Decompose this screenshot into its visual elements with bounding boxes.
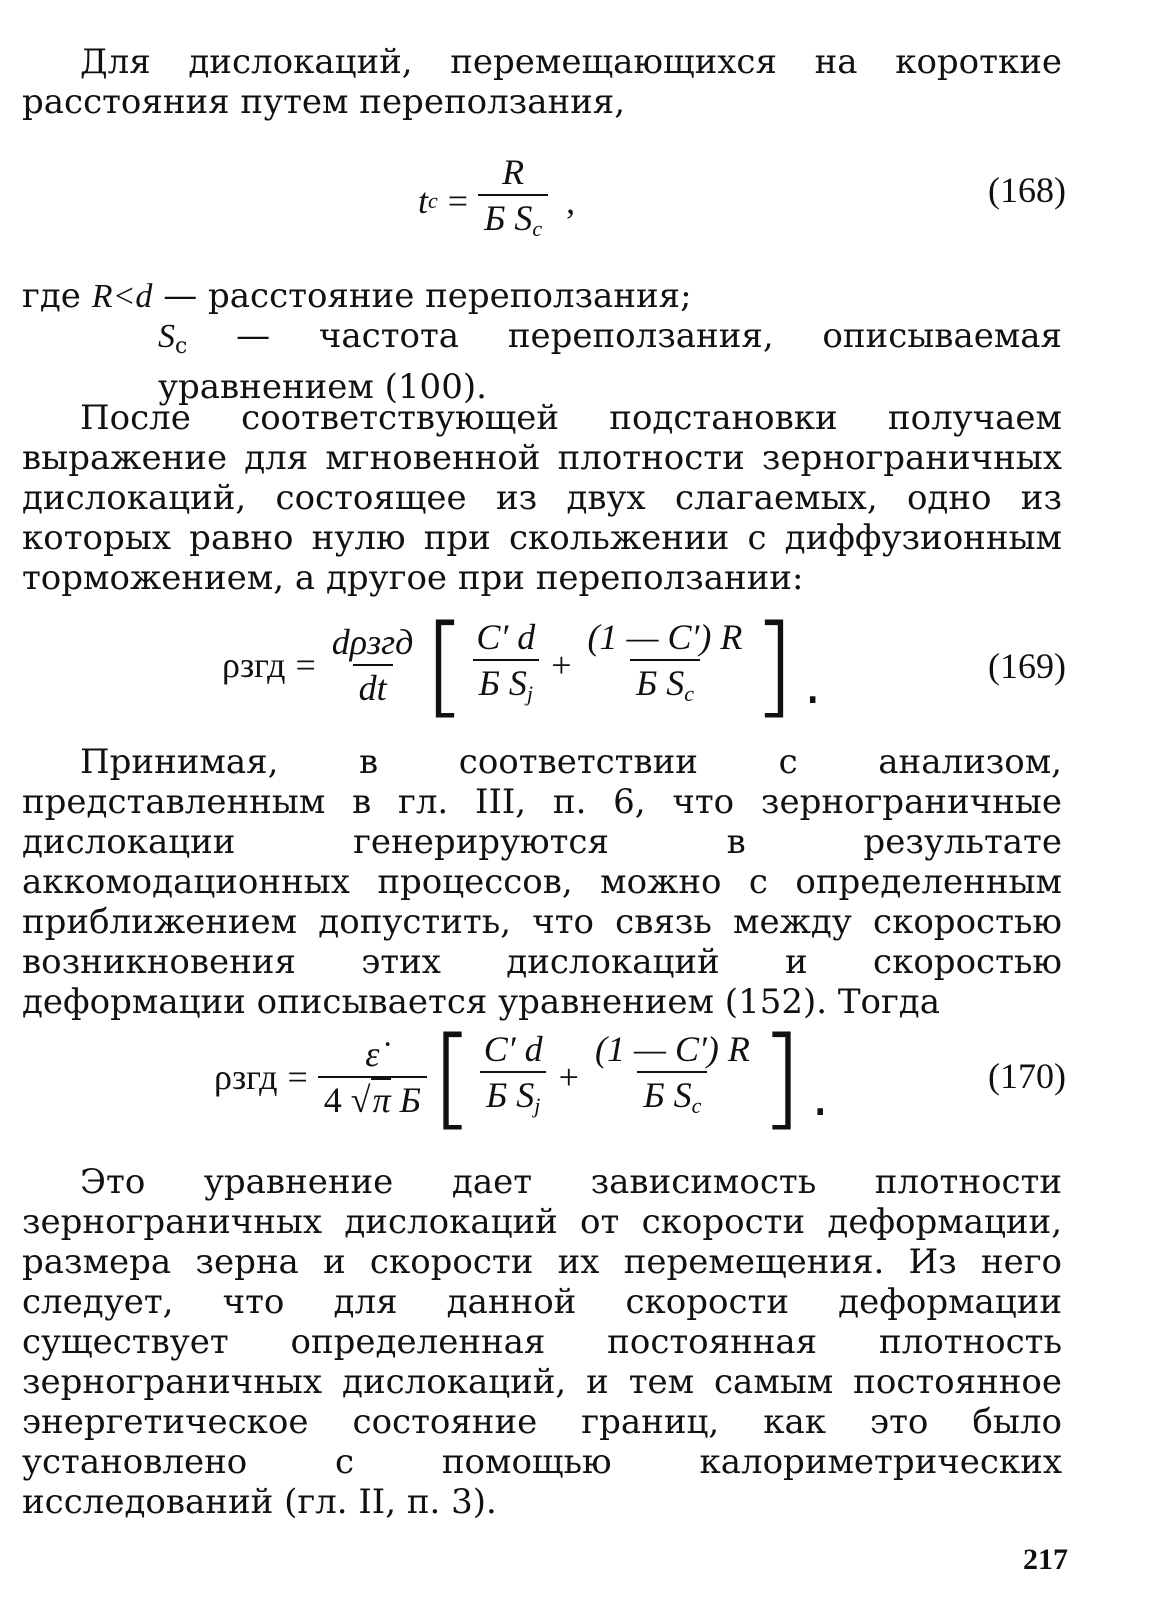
paragraph-conclusion: Это уравнение дает зависимость плотности зернограничных дислокаций от скорости деформации, размера зерна и скорости их перемещения. Из него следует, что для данной скорости деформации существует определенная постоянная плотность зернограничных дислокаций, и тем самым постоянное энергетическое состояние границ, как это было установлено с помощью калориметрических исследований (гл. II, п. 3).	[22, 1162, 1062, 1522]
equation-number-169: (169)	[988, 646, 1066, 686]
fraction: $\frac{R}{Б S_c}$	[478, 150, 548, 251]
equation-169: ρзгд = $\frac{\text{dρзгд}}{dt}$ [ $\frac{C' d}{Б S_j}$ + $\frac{(1 — C') R}{Б S_c}$ ].	[222, 601, 831, 729]
paragraph-substitution: После соответствующей подстановки получаем выражение для мгновенной плотности зернограничных дислокаций, состоящее из двух слагаемых, одно из которых равно нулю при скольжении с диффузионным торможением, а другое при переползании:	[22, 398, 1062, 598]
paragraph-assumption: Принимая, в соответствии с анализом, представленным в гл. III, п. 6, что зернограничные дислокации генерируются в результате аккомодационных процессов, можно с определенным приближением допустить, что связь между скоростью возникновения этих дислокаций и скоростью деформации описывается уравнением (152). Тогда	[22, 742, 1062, 1022]
definition-r: где R<d — расстояние переползания;	[22, 276, 692, 316]
page-number: 217	[1023, 1543, 1068, 1576]
equation-number-170: (170)	[988, 1056, 1066, 1096]
equation-number-168: (168)	[988, 170, 1066, 210]
intro-paragraph: Для дислокаций, перемещающихся на короткие расстояния путем переползания,	[22, 42, 1062, 122]
definition-sc: $S_c$ — частота переползания, описываемая уравнением (100).	[158, 316, 1062, 407]
equation-168: t c = $\frac{R}{Б S_c}$ ,	[418, 150, 575, 251]
equation-170: ρзгд = $\frac{\varepsiloṅ}{\text{4 √π Б}}$ [ $\frac{C' d}{Б S_j}$ + $\frac{(1 — C') R}{Б S_c}$ ].	[214, 1013, 838, 1141]
